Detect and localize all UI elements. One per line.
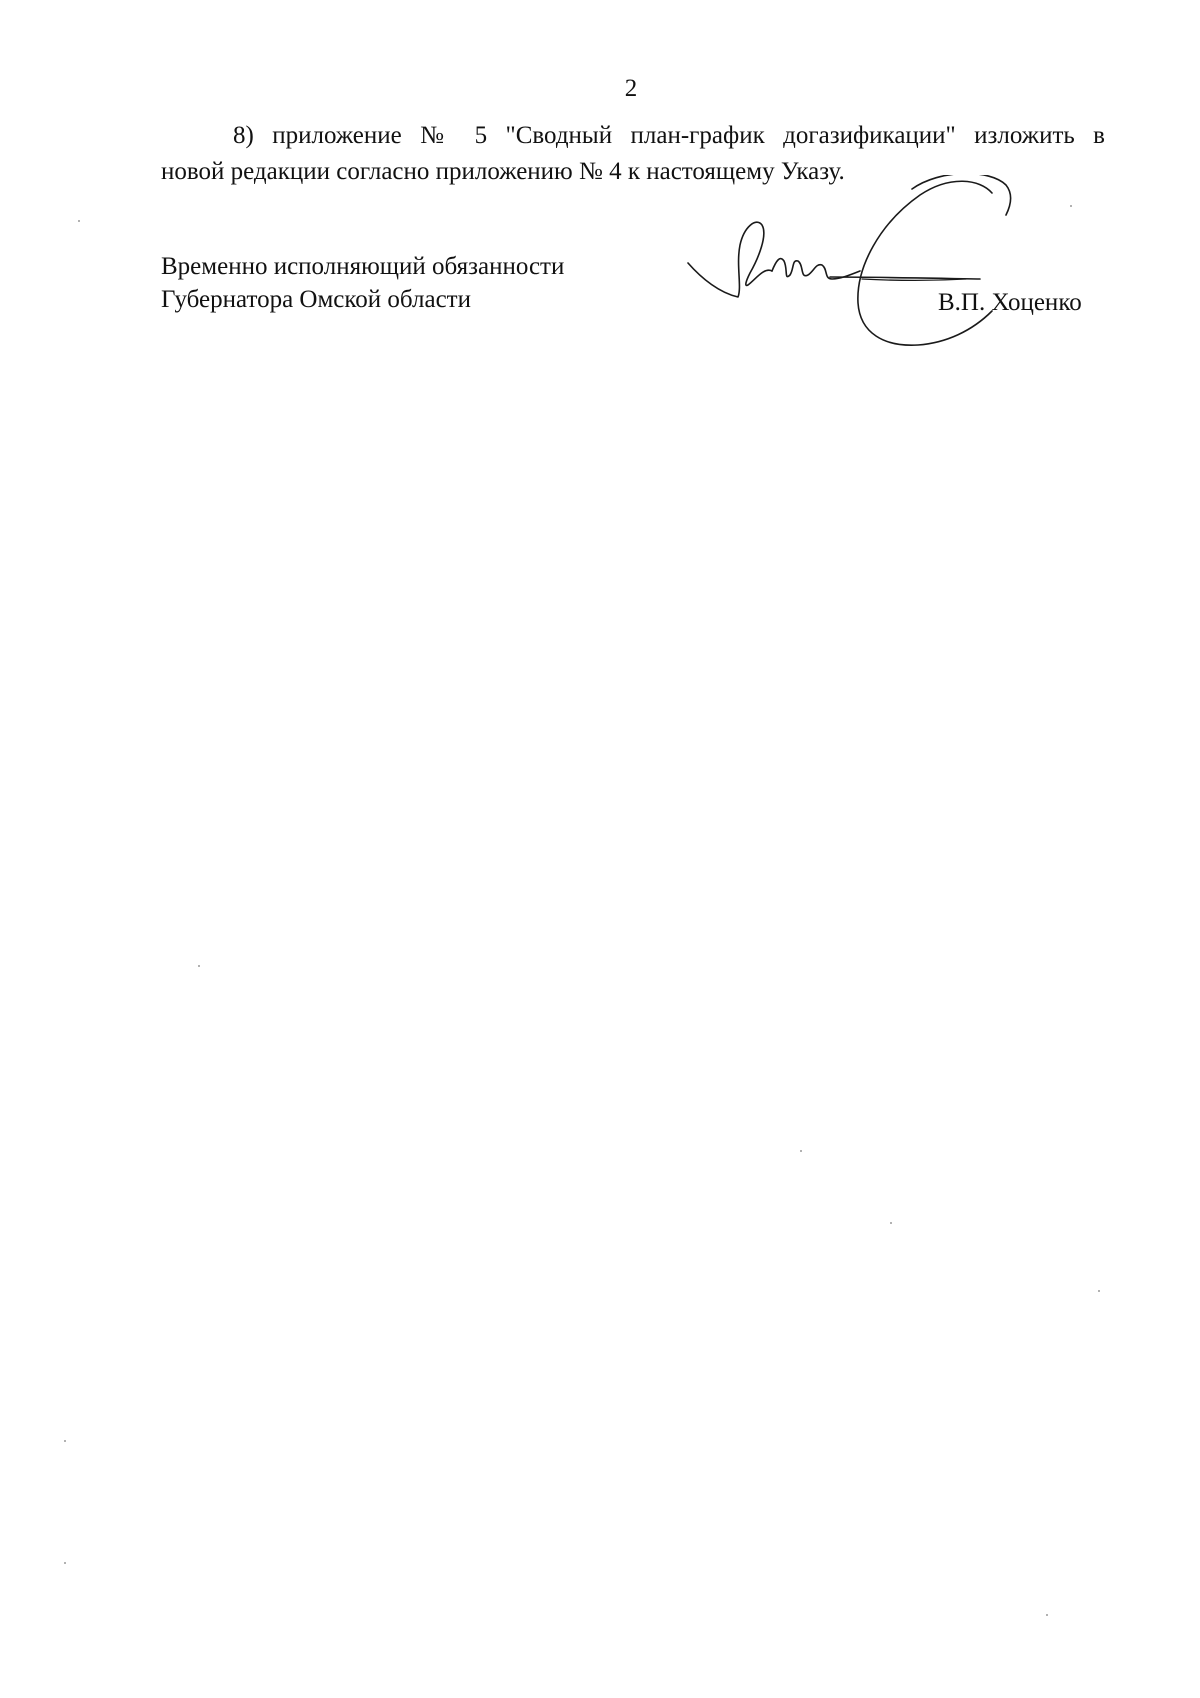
signatory-name: В.П. Хоценко [938,289,1082,316]
handwritten-signature-icon [680,175,1100,375]
scan-speck [890,1222,892,1224]
scan-speck [1070,205,1072,207]
scan-speck [64,1562,66,1564]
scan-speck [1098,1290,1100,1292]
scan-speck [78,220,80,222]
scan-speck [1046,1614,1048,1616]
paragraph-line-2: новой редакции согласно приложению № 4 к настоящему Указу. [161,158,845,185]
scan-speck [800,1150,802,1152]
page-number: 2 [624,75,638,102]
signatory-title-line-1: Временно исполняющий обязанности [161,253,565,280]
scan-speck [64,1440,66,1442]
signatory-title-line-2: Губернатора Омской области [161,286,471,313]
paragraph-line-1: 8) приложение № 5 "Сводный план-график догазификации" изложить в [233,122,1105,149]
signatory-title [161,250,564,316]
scan-speck [198,965,200,967]
